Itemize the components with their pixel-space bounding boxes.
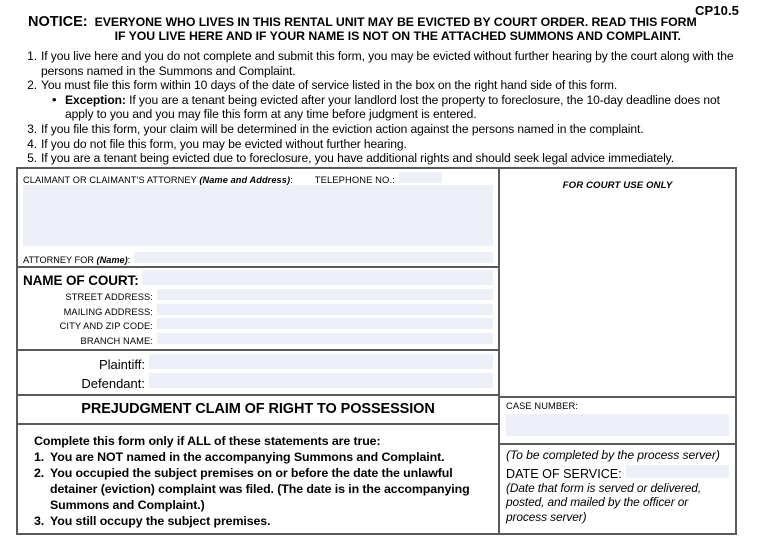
notice-label: NOTICE: — [28, 14, 88, 30]
attorney-for-row — [18, 252, 493, 265]
instruction-number: 3. — [27, 121, 37, 136]
claimant-attorney-label-italic: (Name and Address) — [199, 175, 291, 185]
court-city-zip-row — [23, 318, 493, 331]
court-city-zip-label: CITY AND ZIP CODE: — [59, 321, 153, 332]
date-of-service-row — [506, 465, 729, 481]
claimant-attorney-label-caps: CLAIMANT OR CLAIMANT'S ATTORNEY — [23, 175, 200, 185]
instruction-item — [22, 78, 743, 93]
court-mailing-address-row — [23, 304, 493, 317]
attorney-for-label-colon: : — [127, 254, 131, 265]
parties-block — [18, 351, 498, 396]
court-mailing-address-label: MAILING ADDRESS: — [63, 306, 153, 317]
date-of-service-label: DATE OF SERVICE: — [506, 466, 622, 481]
court-branch-name-field[interactable] — [157, 333, 493, 344]
instruction-item — [22, 151, 743, 166]
statement-text: You are NOT named in the accompanying Summons and Complaint. — [50, 450, 445, 464]
court-block — [18, 268, 498, 351]
statement-number: 1. — [34, 450, 45, 464]
notice-line — [28, 16, 743, 43]
date-of-service-field[interactable] — [626, 465, 729, 478]
case-number-label: CASE NUMBER: — [506, 401, 578, 411]
caption-right-column — [500, 169, 735, 533]
instruction-number: 5. — [27, 151, 37, 166]
process-server-block — [500, 445, 735, 533]
claimant-address-field[interactable] — [23, 185, 493, 246]
attorney-for-label — [23, 255, 130, 265]
instruction-item — [22, 49, 743, 78]
court-street-address-field[interactable] — [157, 289, 493, 300]
form-title: PREJUDGMENT CLAIM OF RIGHT TO POSSESSION — [81, 401, 435, 418]
attorney-for-label-italic: (Name) — [96, 254, 128, 265]
plaintiff-field[interactable] — [149, 354, 493, 369]
caption-left-column — [18, 169, 500, 533]
date-of-service-note-line-2: posted, and mailed by the officer or — [506, 495, 689, 510]
instruction-number: 4. — [27, 136, 37, 151]
date-of-service-note-line-1: (Date that form is served or delivered, — [506, 480, 702, 495]
instruction-item — [22, 122, 743, 137]
instruction-text: If you do not file this form, you may be evicted without further hearing. — [41, 136, 407, 151]
court-city-zip-field[interactable] — [157, 318, 493, 329]
notice-text — [95, 16, 697, 43]
statements-heading: Complete this form only if ALL of these statements are true: — [34, 434, 381, 448]
statements-block — [18, 425, 498, 533]
court-name-field[interactable] — [142, 270, 493, 285]
telephone-field[interactable] — [399, 172, 442, 183]
defendant-label: Defendant: — [81, 375, 145, 391]
form-number: CP10.5 — [695, 3, 739, 18]
statement-item — [34, 465, 492, 513]
instruction-number: 1. — [27, 49, 37, 63]
notice-block — [0, 0, 757, 43]
plaintiff-row — [23, 354, 493, 372]
attorney-for-field[interactable] — [134, 252, 493, 263]
case-number-block — [500, 398, 735, 445]
claimant-attorney-block — [18, 169, 498, 268]
court-name-label: NAME OF COURT: — [23, 272, 139, 288]
defendant-field[interactable] — [149, 373, 493, 388]
statement-number: 3. — [34, 514, 45, 528]
court-branch-name-label: BRANCH NAME: — [80, 335, 153, 346]
for-court-use-only-block — [500, 169, 735, 398]
statement-item — [34, 449, 492, 465]
case-number-field[interactable] — [506, 414, 729, 436]
notice-line-2: IF YOU LIVE HERE AND IF YOUR NAME IS NOT ON THE ATTACHED SUMMONS AND COMPLAINT. — [114, 28, 681, 43]
court-branch-name-row — [23, 333, 493, 346]
instruction-text: If you file this form, your claim will be determined in the eviction action against the persons named in the complaint. — [41, 121, 644, 136]
date-of-service-note-line-3: process server) — [506, 509, 587, 524]
court-street-address-label: STREET ADDRESS: — [65, 292, 153, 303]
statement-number: 2. — [34, 466, 45, 480]
caption-box — [16, 167, 737, 535]
defendant-row — [23, 373, 493, 391]
claimant-attorney-label — [23, 175, 293, 185]
court-street-address-row — [23, 289, 493, 302]
instruction-text: You must file this form within 10 days of the date of service listed in the box on the right hand side of this form. — [41, 78, 618, 93]
notice-line-1: EVERYONE WHO LIVES IN THIS RENTAL UNIT MAY BE EVICTED BY COURT ORDER. READ THIS FORM — [94, 15, 697, 29]
instruction-number: 2. — [27, 78, 37, 93]
claimant-attorney-label-colon: : — [290, 175, 293, 185]
bullet-icon: • — [52, 91, 57, 107]
process-server-note: (To be completed by the process server) — [506, 448, 720, 462]
statement-text: You occupied the subject premises on or before the date the unlawful detainer (eviction) complaint was filed. (The date is in the accompanying Summons and Complaint.) — [50, 466, 470, 512]
statement-text: You still occupy the subject premises. — [50, 514, 271, 528]
exception-text — [65, 93, 743, 122]
exception-body: If you are a tenant being evicted after your landlord lost the property to foreclosure, the 10-day deadline does not apply to you and you may file this form at any time before judgment is entered. — [65, 92, 720, 122]
instruction-text: If you live here and you do not complete and submit this form, you may be evicted without further hearing by the court along with the persons named in the Summons and Complaint. — [41, 49, 734, 78]
instruction-list — [0, 49, 757, 166]
statement-item — [34, 513, 492, 529]
form-title-banner — [18, 396, 498, 425]
for-court-use-only-label: FOR COURT USE ONLY — [562, 180, 673, 191]
court-mailing-address-field[interactable] — [157, 304, 493, 315]
plaintiff-label: Plaintiff: — [98, 356, 145, 372]
claimant-attorney-header — [18, 169, 498, 183]
instruction-text: If you are a tenant being evicted due to foreclosure, you have additional rights and should seek legal advice immediately. — [41, 151, 674, 166]
exception-item — [52, 93, 743, 122]
instruction-item — [22, 137, 743, 152]
exception-label: Exception: — [65, 92, 126, 107]
telephone-label: TELEPHONE NO.: — [314, 174, 395, 185]
attorney-for-label-caps: ATTORNEY FOR — [23, 254, 97, 265]
court-name-row — [23, 270, 493, 288]
